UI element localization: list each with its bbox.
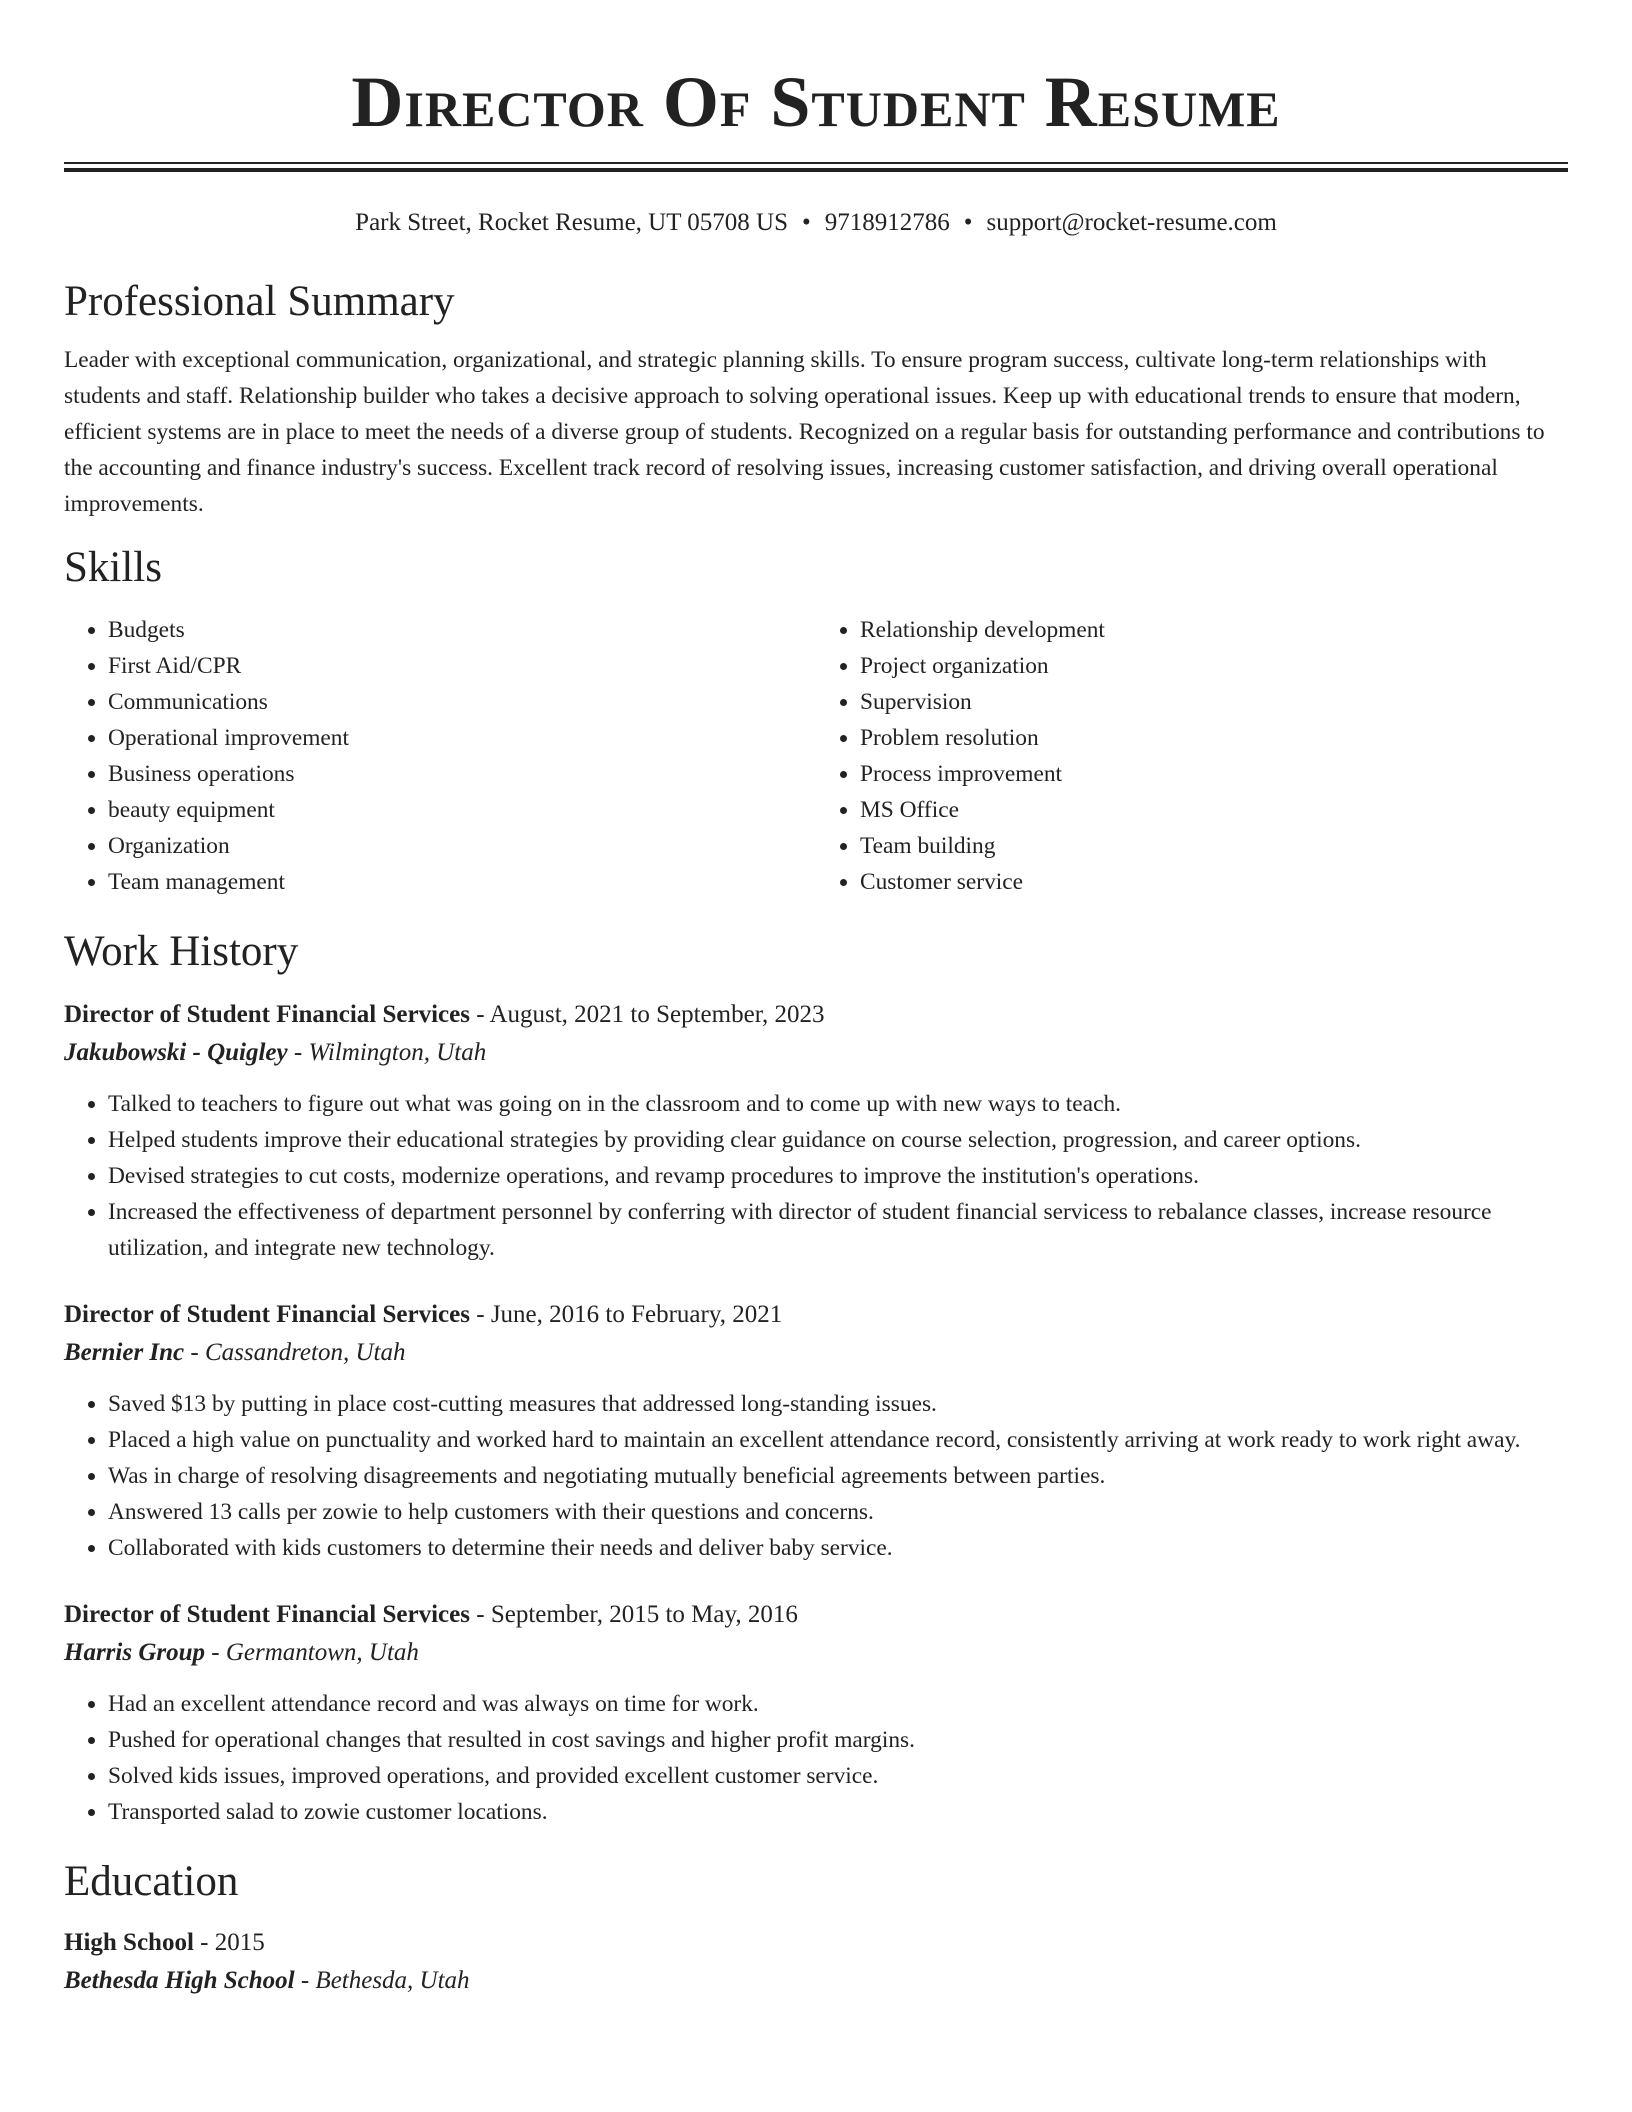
job-entry <box>64 1296 1568 1566</box>
contact-phone: 9718912786 <box>824 209 950 236</box>
section-heading-summary: Professional Summary <box>64 278 455 325</box>
skills-column-right <box>816 612 1568 900</box>
job-title-line <box>64 996 1568 1034</box>
job-bullets <box>64 1086 1568 1266</box>
job-bullets <box>64 1386 1568 1566</box>
job-entry <box>64 996 1568 1266</box>
skills-column-left <box>64 612 816 900</box>
contact-line <box>64 206 1568 240</box>
skill-item: • Business operations <box>108 756 816 792</box>
skill-item: • beauty equipment <box>108 792 816 828</box>
education-school: Bethesda High School <box>64 1967 295 1994</box>
education-year: 2015 <box>214 1929 265 1956</box>
contact-email: support@rocket-resume.com <box>986 209 1277 236</box>
job-bullet: • Answered 13 calls per zowie to help customers with their questions and concerns. <box>108 1494 1568 1530</box>
summary-text: Leader with exceptional communication, organizational, and strategic planning skills. To ensure program success, cultivate long-term relationships with students and staff. Relationship builder who takes a decisive approach to solving operational issues. Keep up with educational trends to ensure that modern, efficient systems are in place to meet the needs of a diverse group of students. Recognized on a regular basis for outstanding performance and contributions to the accounting and finance industry's success. Excellent track record of resolving issues, increasing customer satisfaction, and driving overall operational improvements. <box>64 347 1545 517</box>
job-company: Jakubowski - Quigley <box>64 1039 288 1066</box>
job-company-line <box>64 1334 1568 1372</box>
job-bullets <box>64 1686 1568 1830</box>
job-bullet: • Helped students improve their educational strategies by providing clear guidance on course selection, progression, and career options. <box>108 1122 1568 1158</box>
job-bullet: • Was in charge of resolving disagreements and negotiating mutually beneficial agreements between parties. <box>108 1458 1568 1494</box>
education-dash: - <box>193 1929 215 1956</box>
education-degree-line <box>64 1924 1568 1962</box>
job-location: Cassandreton, Utah <box>204 1339 406 1366</box>
job-company-line <box>64 1634 1568 1672</box>
job-company: Harris Group <box>64 1639 206 1666</box>
skill-item: • Relationship development <box>860 612 1568 648</box>
job-bullet: • Talked to teachers to figure out what was going on in the classroom and to come up with new ways to teach. <box>108 1086 1568 1122</box>
job-dash: - <box>469 1001 490 1028</box>
job-bullet: • Increased the effectiveness of department personnel by conferring with director of student financial servicess to rebalance classes, increase resource utilization, and integrate new technology. <box>108 1194 1568 1266</box>
job-company-line <box>64 1034 1568 1072</box>
contact-separator: • <box>963 209 973 236</box>
contact-separator: • <box>802 209 811 236</box>
job-dash: - <box>287 1039 309 1066</box>
section-heading-skills: Skills <box>64 544 162 591</box>
skill-item: • Organization <box>108 828 816 864</box>
job-dates: August, 2021 to September, 2023 <box>489 1001 825 1028</box>
skill-item: • Process improvement <box>860 756 1568 792</box>
job-bullet: • Solved kids issues, improved operations, and provided excellent customer service. <box>108 1758 1568 1794</box>
job-dash: - <box>469 1601 491 1628</box>
job-bullet: • Saved $13 by putting in place cost-cutting measures that addressed long-standing issues. <box>108 1386 1568 1422</box>
job-bullet: • Collaborated with kids customers to determine their needs and deliver baby service. <box>108 1530 1568 1566</box>
skill-item: • Supervision <box>860 684 1568 720</box>
resume-title: Director Of Student Resume <box>351 62 1281 142</box>
job-dash: - <box>469 1301 491 1328</box>
skills-list <box>64 612 1568 900</box>
title-divider <box>64 162 1568 172</box>
education-entry <box>64 1924 1568 2000</box>
job-location: Germantown, Utah <box>225 1639 419 1666</box>
job-title: Director of Student Financial Services <box>64 1601 470 1628</box>
job-bullet: • Devised strategies to cut costs, modernize operations, and revamp procedures to improve the institution's operations. <box>108 1158 1568 1194</box>
skill-item: • Team building <box>860 828 1568 864</box>
skill-item: • Operational improvement <box>108 720 816 756</box>
job-dates: September, 2015 to May, 2016 <box>490 1601 798 1628</box>
skill-item: • Project organization <box>860 648 1568 684</box>
job-bullet: • Transported salad to zowie customer locations. <box>108 1794 1568 1830</box>
job-title: Director of Student Financial Services <box>64 1301 470 1328</box>
section-heading-education: Education <box>64 1858 239 1905</box>
job-location: Wilmington, Utah <box>308 1039 487 1066</box>
job-dash: - <box>184 1339 205 1366</box>
section-heading-work-history: Work History <box>64 928 299 975</box>
skill-item: • Team management <box>108 864 816 900</box>
education-location: Bethesda, Utah <box>315 1967 470 1994</box>
job-title-line <box>64 1596 1568 1634</box>
job-dash: - <box>205 1639 226 1666</box>
skill-item: • Customer service <box>860 864 1568 900</box>
skill-item: • First Aid/CPR <box>108 648 816 684</box>
education-dash: - <box>294 1967 316 1994</box>
job-entry <box>64 1596 1568 1830</box>
job-bullet: • Placed a high value on punctuality and worked hard to maintain an excellent attendance record, consistently arriving at work ready to work right away. <box>108 1422 1568 1458</box>
job-title: Director of Student Financial Services <box>64 1001 470 1028</box>
contact-address: Park Street, Rocket Resume, UT 05708 US <box>355 209 788 236</box>
job-company: Bernier Inc <box>64 1339 185 1366</box>
skill-item: • Communications <box>108 684 816 720</box>
job-bullet: • Had an excellent attendance record and was always on time for work. <box>108 1686 1568 1722</box>
job-bullet: • Pushed for operational changes that resulted in cost savings and higher profit margins. <box>108 1722 1568 1758</box>
job-title-line <box>64 1296 1568 1334</box>
skill-item: • Budgets <box>108 612 816 648</box>
skill-item: • MS Office <box>860 792 1568 828</box>
education-degree: High School <box>64 1929 194 1956</box>
skill-item: • Problem resolution <box>860 720 1568 756</box>
job-dates: June, 2016 to February, 2021 <box>490 1301 783 1328</box>
education-school-line <box>64 1962 1568 2000</box>
